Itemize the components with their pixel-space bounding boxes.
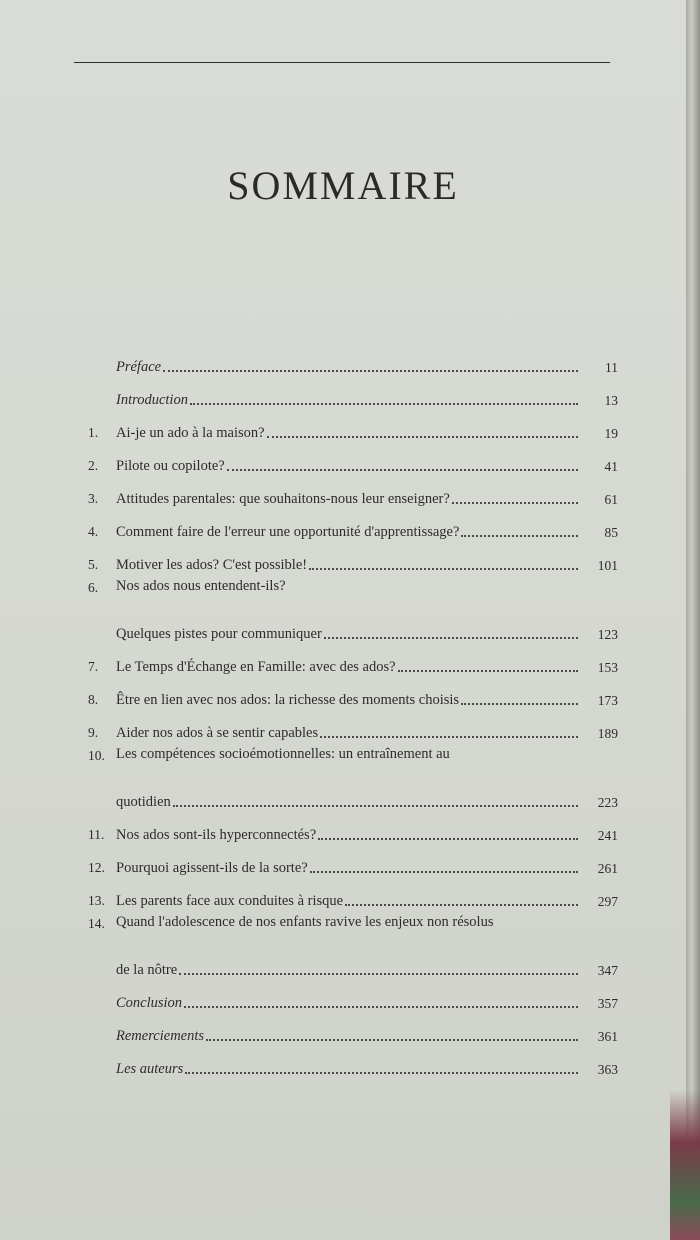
entry-title: Préface [116,359,162,375]
table-of-contents [88,343,618,1078]
dot-leader [345,904,578,906]
toc-entry [88,343,618,376]
entry-title: Les auteurs [116,1061,184,1077]
entry-number [88,1044,116,1045]
entry-number: 13. [88,893,105,908]
entry-title-line1: Quand l'adolescence de nos enfants ravive les enjeux non résolus [116,914,494,930]
dot-leader [324,637,578,639]
entry-page: 357 [597,996,618,1011]
toc-entry [88,1045,618,1078]
page-title: SOMMAIRE [227,162,459,208]
entry-page: 123 [597,627,618,642]
entry-title-line1: Nos ados nous entendent-ils? [116,578,286,594]
entry-title: Pilote ou copilote? [116,458,225,474]
dot-leader [398,670,578,672]
entry-title: Le Temps d'Échange en Famille: avec des ados? [116,659,396,675]
toc-entry [88,877,618,910]
dot-leader [461,703,578,705]
entry-page: 101 [597,558,618,573]
entry-number: 1. [88,425,99,440]
dot-leader [179,973,578,975]
toc-entry [88,409,618,442]
entry-title: Motiver les ados? C'est possible! [116,557,308,573]
dot-leader [184,1006,578,1008]
toc-entry [88,541,618,574]
entry-number [88,1077,116,1078]
dot-leader [173,805,578,807]
entry-title: Nos ados sont-ils hyperconnectés? [116,827,317,843]
entry-page: 11 [605,360,618,375]
toc-entry [88,709,618,742]
entry-number: 7. [88,659,99,674]
entry-title: Être en lien avec nos ados: la richesse des moments choisis [116,692,460,708]
toc-entry [88,742,618,811]
dot-leader [461,535,578,537]
entry-number: 11. [88,827,105,842]
entry-page: 153 [597,660,618,675]
entry-page: 347 [597,963,618,978]
entry-number: 8. [88,692,99,707]
entry-number: 5. [88,557,99,572]
page-edge [686,0,700,1240]
entry-number [88,375,116,376]
dot-leader [206,1039,578,1041]
entry-number [88,408,116,409]
toc-entry [88,475,618,508]
dot-leader [267,436,578,438]
toc-entry [88,676,618,709]
toc-entry [88,643,618,676]
entry-page: 13 [604,393,618,408]
entry-title: Pourquoi agissent-ils de la sorte? [116,860,308,876]
entry-page: 223 [597,795,618,810]
entry-number: 2. [88,458,99,473]
toc-entry [88,508,618,541]
entry-title: Introduction [116,392,188,408]
entry-title-line2: Quelques pistes pour communiquer [116,626,322,642]
entry-page: 241 [597,828,618,843]
toc-entry [88,811,618,844]
entry-page: 85 [604,525,618,540]
entry-title-line2: quotidien [116,794,171,810]
entry-page: 297 [597,894,618,909]
entry-number: 10. [88,748,105,763]
entry-title: Aider nos ados à se sentir capables [116,725,319,741]
toc-entry [88,910,618,979]
toc-entry [88,574,618,643]
toc-entry [88,844,618,877]
toc-entry [88,376,618,409]
entry-title: Attitudes parentales: que souhaitons-nous leur enseigner? [116,491,450,507]
entry-number [88,1011,116,1012]
entry-number: 9. [88,725,99,740]
entry-number: 12. [88,860,105,875]
entry-title: Ai-je un ado à la maison? [116,425,265,441]
dot-leader [185,1072,578,1074]
toc-entry [88,1012,618,1045]
entry-number: 3. [88,491,99,506]
dot-leader [320,736,578,738]
dot-leader [190,403,578,405]
entry-title: Remerciements [116,1028,205,1044]
dot-leader [309,568,578,570]
dot-leader [163,370,578,372]
dot-leader [318,838,578,840]
entry-page: 363 [597,1062,618,1077]
entry-title-line2: de la nôtre [116,962,178,978]
entry-page: 189 [597,726,618,741]
entry-title: Les parents face aux conduites à risque [116,893,344,909]
entry-page: 19 [604,426,618,441]
background-fabric [670,1090,700,1240]
toc-entry [88,442,618,475]
entry-title: Comment faire de l'erreur une opportunité d'apprentissage? [116,524,460,540]
entry-page: 41 [604,459,618,474]
dot-leader [310,871,578,873]
entry-page: 61 [604,492,618,507]
entry-number: 6. [88,580,99,595]
top-rule [74,62,610,63]
entry-page: 173 [597,693,618,708]
entry-title: Conclusion [116,995,183,1011]
entry-title-line1: Les compétences socioémotionnelles: un entraînement au [116,746,450,762]
entry-number: 14. [88,916,105,931]
entry-page: 361 [597,1029,618,1044]
dot-leader [227,469,578,471]
entry-number: 4. [88,524,99,539]
toc-entry [88,979,618,1012]
dot-leader [452,502,578,504]
entry-page: 261 [597,861,618,876]
